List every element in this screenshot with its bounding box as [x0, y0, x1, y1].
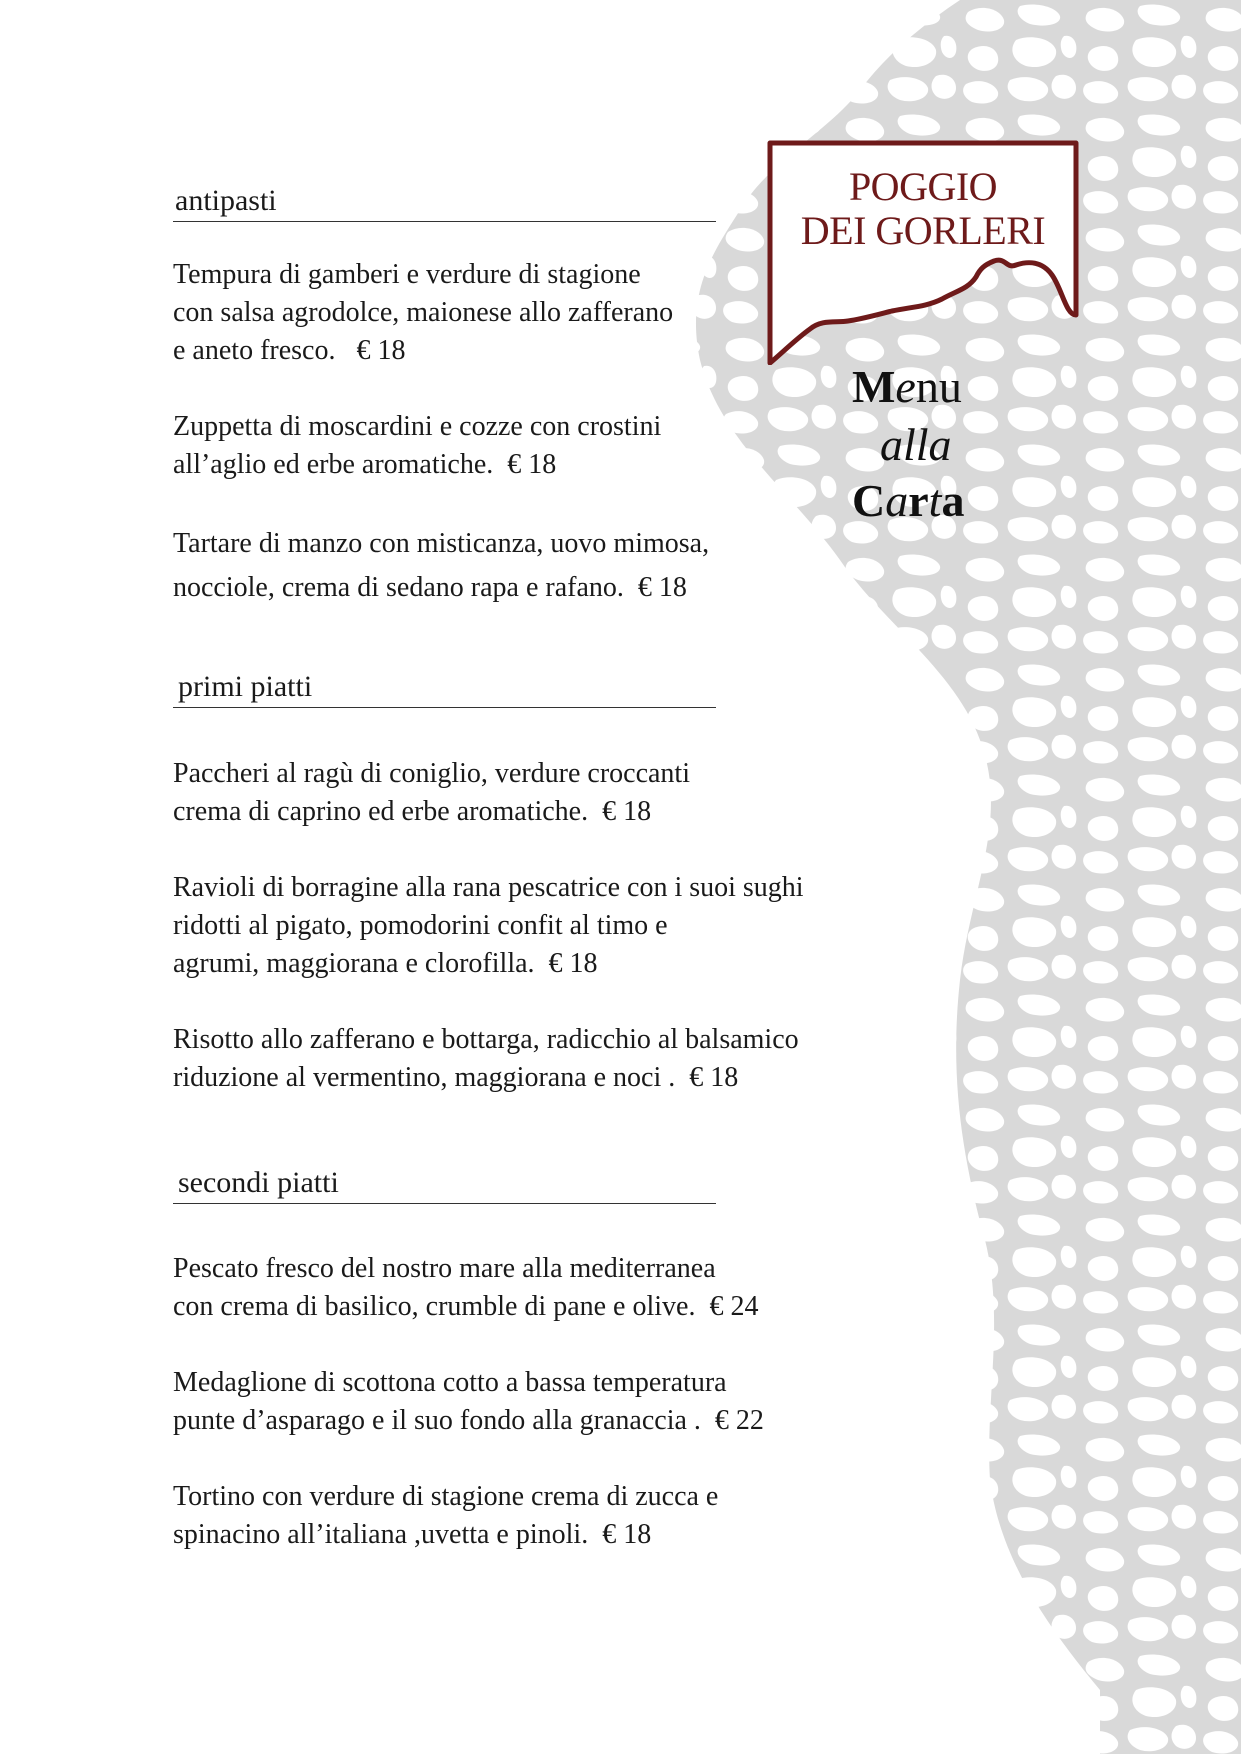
section-title: primi piatti: [173, 669, 716, 708]
title-letter: nu: [915, 361, 962, 412]
menu-item: [173, 1021, 853, 1097]
item-text: e aneto fresco.: [173, 335, 336, 366]
item-line-last: [173, 793, 853, 831]
item-line-last: [173, 446, 853, 484]
menu-item: [173, 1250, 853, 1326]
item-text: crema di caprino ed erbe aromatiche.: [173, 796, 589, 827]
item-price: € 18: [689, 1062, 739, 1093]
item-line-last: [173, 1288, 853, 1326]
item-price: € 18: [507, 449, 557, 480]
item-line-last: [173, 945, 853, 983]
item-line: Zuppetta di moscardini e cozze con crostini: [173, 411, 662, 442]
menu-item: [173, 1478, 853, 1554]
item-text: nocciole, crema di sedano rapa e rafano.: [173, 572, 624, 603]
item-line-last: [173, 332, 853, 370]
title-menu: [852, 360, 962, 413]
item-price: € 18: [548, 948, 598, 979]
item-line-last: [173, 1402, 853, 1440]
item-text: punte d’asparago e il suo fondo alla granaccia .: [173, 1405, 701, 1436]
brand-name-line1: POGGIO: [848, 164, 998, 209]
section-title: antipasti: [173, 183, 716, 222]
item-line: Tempura di gamberi e verdure di stagione: [173, 259, 641, 290]
item-line-last: [173, 1516, 853, 1554]
section-antipasti: [173, 183, 716, 222]
title-letter: e: [895, 361, 916, 412]
menu-item: [173, 522, 853, 610]
item-price: € 22: [714, 1405, 764, 1436]
brand-name-line2: DEI GORLERI: [800, 208, 1046, 253]
item-text: all’aglio ed erbe aromatiche.: [173, 449, 494, 480]
title-letter: a: [941, 475, 965, 526]
item-price: € 18: [602, 796, 652, 827]
menu-item: [173, 256, 853, 370]
title-letter: M: [852, 361, 896, 412]
title-alla: alla: [880, 419, 952, 470]
title-letter: a: [885, 475, 909, 526]
item-line-last: [173, 1059, 853, 1097]
item-line: Tortino con verdure di stagione crema di zucca e: [173, 1481, 719, 1512]
item-line: con salsa agrodolce, maionese allo zafferano: [173, 297, 674, 328]
item-line: Risotto allo zafferano e bottarga, radicchio al balsamico: [173, 1024, 799, 1055]
item-line-last: [173, 566, 853, 610]
section-primi-piatti: [173, 669, 716, 708]
menu-item: [173, 869, 853, 983]
title-letter: r: [908, 475, 929, 526]
menu-item: [173, 1364, 853, 1440]
item-line: Medaglione di scottona cotto a bassa temperatura: [173, 1367, 727, 1398]
title-letter: C: [852, 475, 886, 526]
item-price: € 24: [709, 1291, 759, 1322]
menu-item: [173, 408, 853, 484]
item-line: Pescato fresco del nostro mare alla mediterranea: [173, 1253, 716, 1284]
item-text: con crema di basilico, crumble di pane e olive.: [173, 1291, 696, 1322]
section-secondi-piatti: [173, 1165, 716, 1204]
section-title: secondi piatti: [173, 1165, 716, 1204]
title-carta: [852, 474, 964, 527]
item-text: spinacino all’italiana ,uvetta e pinoli.: [173, 1519, 589, 1550]
item-line: ridotti al pigato, pomodorini confit al timo e: [173, 910, 668, 941]
item-line: Ravioli di borragine alla rana pescatrice con i suoi sughi: [173, 872, 804, 903]
item-text: agrumi, maggiorana e clorofilla.: [173, 948, 535, 979]
item-line: Tartare di manzo con misticanza, uovo mimosa,: [173, 528, 710, 559]
menu-item: [173, 755, 853, 831]
item-price: € 18: [637, 572, 687, 603]
item-text: riduzione al vermentino, maggiorana e noci .: [173, 1062, 676, 1093]
item-price: € 18: [602, 1519, 652, 1550]
title-letter: t: [928, 475, 942, 526]
item-price: € 18: [356, 335, 406, 366]
item-line: Paccheri al ragù di coniglio, verdure croccanti: [173, 758, 690, 789]
